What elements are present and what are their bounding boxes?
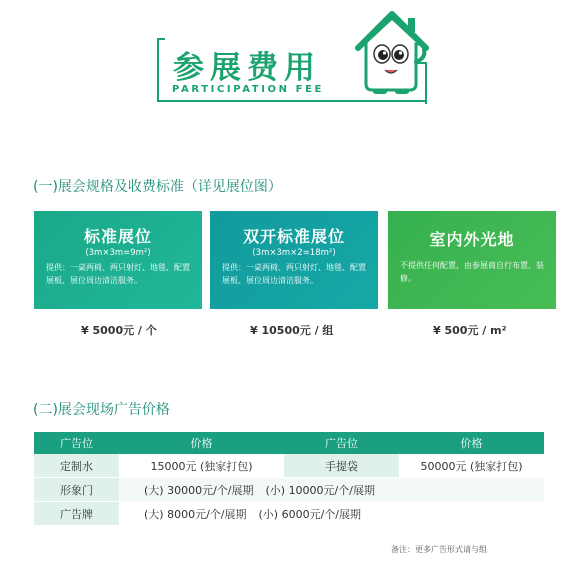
booth-card-title: 标准展位: [83, 227, 152, 246]
header-cell: 广告位: [325, 437, 358, 450]
ad-price-small: (小) 10000元/个/展期: [265, 483, 375, 497]
table-row: [34, 478, 544, 502]
section-heading-booth: (一)展会规格及收费标准（详见展位图）: [33, 179, 282, 195]
ad-label: 形象门: [34, 478, 119, 501]
house-mascot-icon: [354, 10, 430, 94]
table-row: [34, 502, 544, 526]
ad-label: 定制水: [34, 454, 119, 477]
booth-price-double: ¥ 10500元 / 组: [250, 324, 334, 337]
booth-price-standard: ¥ 5000元 / 个: [81, 324, 157, 337]
section-heading-ads: (二)展会现场广告价格: [33, 402, 170, 418]
ad-price-large: (大) 30000元/个/展期: [144, 483, 254, 497]
ad-price: 15000元 (独家打包): [150, 459, 253, 473]
booth-card-desc: 提供：一桌两椅、两只射灯、地毯、配置展板、展位周边清洁服务。: [46, 263, 190, 285]
booth-card-standard: [34, 211, 202, 309]
booth-card-double: [210, 211, 378, 309]
ad-price: [119, 478, 544, 501]
header-cell: 价格: [190, 437, 213, 450]
ad-price: [119, 502, 544, 525]
ad-price-small: (小) 6000元/个/展期: [258, 507, 361, 521]
ad-label: 手提袋: [284, 454, 399, 477]
page-title: 参展费用: [173, 50, 321, 86]
header-cell: 广告位: [60, 437, 93, 450]
page-subtitle: PARTICIPATION FEE: [172, 84, 324, 95]
ad-label: 广告牌: [34, 502, 119, 525]
booth-card-size: (3m×3m×2=18m²): [252, 248, 336, 258]
ad-price: 50000元 (独家打包): [420, 459, 523, 473]
booth-card-size: (3m×3m=9m²): [85, 248, 151, 258]
booth-card-title: 双开标准展位: [242, 227, 345, 246]
ad-price-table: [34, 432, 544, 526]
booth-card-title: 室内外光地: [429, 230, 515, 249]
booth-card-raw-space: [388, 211, 556, 309]
booth-price-raw-space: ¥ 500元 / m²: [433, 324, 507, 337]
ad-price-large: (大) 8000元/个/展期: [144, 507, 247, 521]
booth-card-desc: 提供：一桌两椅、两只射灯、地毯、配置展板、展位周边清洁服务。: [222, 263, 366, 285]
table-header: [34, 432, 544, 454]
footnote: 备注：更多广告形式请与组: [391, 545, 487, 554]
booth-card-desc: 不提供任何配置，由参展商自行布置、装修。: [400, 261, 544, 283]
table-row: [34, 454, 544, 478]
header-cell: 价格: [460, 437, 483, 450]
